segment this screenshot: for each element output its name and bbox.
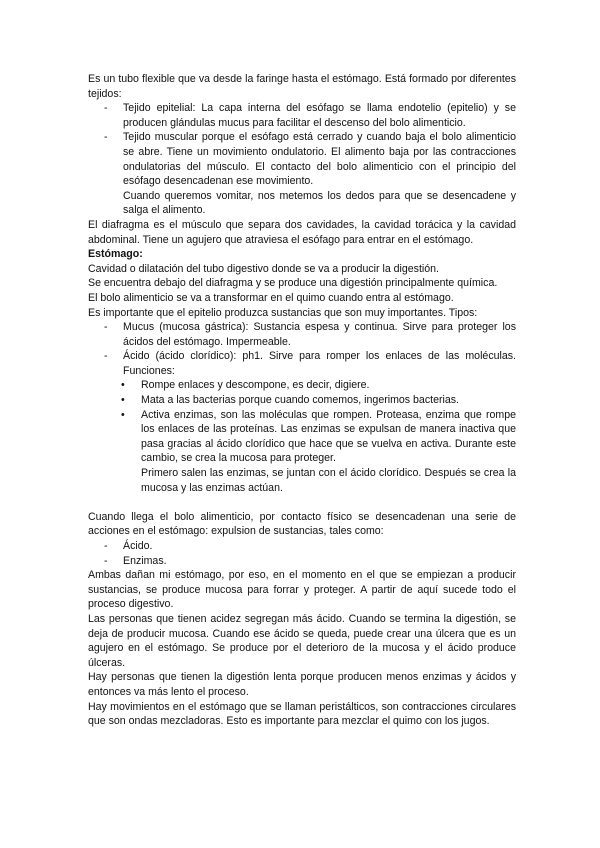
list-item: • Activa enzimas, son las moléculas que rompen. Proteasa, enzima que rompe los enlaces de las proteínas. Las enzimas se expulsan de manera inactiva que pasa gracias al ácido clorídico que hace que se vuelva en activa. Durante este cambio, se crea la mucosa para proteger. (88, 408, 516, 466)
list-item: - Ácido. (88, 539, 516, 554)
tissue-list (88, 101, 516, 189)
esophagus-intro: Es un tubo flexible que va desde la faringe hasta el estómago. Está formado por diferentes tejidos: (88, 73, 516, 100)
body-paragraph: Las personas que tienen acidez segregan más ácido. Cuando se termina la digestión, se deja de producir mucosa. Cuando ese ácido se queda, puede crear una úlcera que es un agujero en el estómago. Se produce por el deterioro de la mucosa y el ácido produce úlceras. (88, 612, 516, 669)
paragraph-gap (88, 495, 516, 510)
stomach-line: Se encuentra debajo del diafragma y se produce una digestión principalmente química. (88, 277, 498, 290)
enzymes-note: Primero salen las enzimas, se juntan con el ácido clorídico. Después se crea la mucosa y las enzimas actúan. (141, 467, 516, 494)
acid-functions-list (88, 378, 516, 466)
body-paragraph: Ambas dañan mi estómago, por eso, en el momento en el que se empiezan a producir sustancias, se produce mucosa para forrar y proteger. A partir de aquí sucede todo el proceso digestivo. (88, 569, 516, 611)
list-item: - Ácido (ácido clorídico): ph1. Sirve para romper los enlaces de las moléculas. Funciones: (88, 349, 516, 378)
stomach-line: Es importante que el epitelio produzca sustancias que son muy importantes. Tipos: (88, 306, 478, 319)
list-item: - Tejido epitelial: La capa interna del esófago se llama endotelio (epitelio) y se producen glándulas mucus para facilitar el descenso del bolo alimenticio. (88, 101, 516, 130)
stomach-line: El bolo alimenticio se va a transformar en el quimo cuando entra al estómago. (88, 291, 454, 304)
list-item: • Mata a las bacterias porque cuando comemos, ingerimos bacterias. (88, 393, 516, 408)
document-body (88, 72, 516, 729)
stomach-line: Cavidad o dilatación del tubo digestivo donde se va a producir la digestión. (88, 262, 440, 275)
list-item: • Rompe enlaces y descompone, es decir, digiere. (88, 378, 516, 393)
list-item: - Enzimas. (88, 554, 516, 569)
body-paragraph: Hay movimientos en el estómago que se llaman peristálticos, son contracciones circulares que son ondas mezcladoras. Esto es importante para mezclar el quimo con los jugos. (88, 700, 516, 728)
substance-types-list (88, 320, 516, 378)
vomit-note: Cuando queremos vomitar, nos metemos los dedos para que se desencadene y salga el alimento. (123, 189, 516, 217)
diaphragm-paragraph: El diafragma es el músculo que separa dos cavidades, la cavidad torácica y la cavidad abdominal. Tiene un agujero que atraviesa el esófago para entrar en el estómago. (88, 218, 516, 246)
substances-list (88, 539, 516, 568)
list-item: - Tejido muscular porque el esófago está cerrado y cuando baja el bolo alimenticio se abre. Tiene un movimiento ondulatorio. El alimento baja por las contracciones ondulatorias del músculo. El contacto del bolo alimenticio con el principio del esófago desencadenan ese movimiento. (88, 130, 516, 188)
list-item: - Mucus (mucosa gástrica): Sustancia espesa y continua. Sirve para proteger los ácidos del estómago. Impermeable. (88, 320, 516, 349)
bolus-arrival-paragraph: Cuando llega el bolo alimenticio, por contacto físico se desencadenan una serie de acciones en el estómago: expulsion de sustancias, tales como: (88, 510, 516, 538)
stomach-heading: Estómago: (88, 248, 143, 261)
body-paragraph: Hay personas que tienen la digestión lenta porque producen menos enzimas y ácidos y entonces va más lento el proceso. (88, 671, 516, 698)
